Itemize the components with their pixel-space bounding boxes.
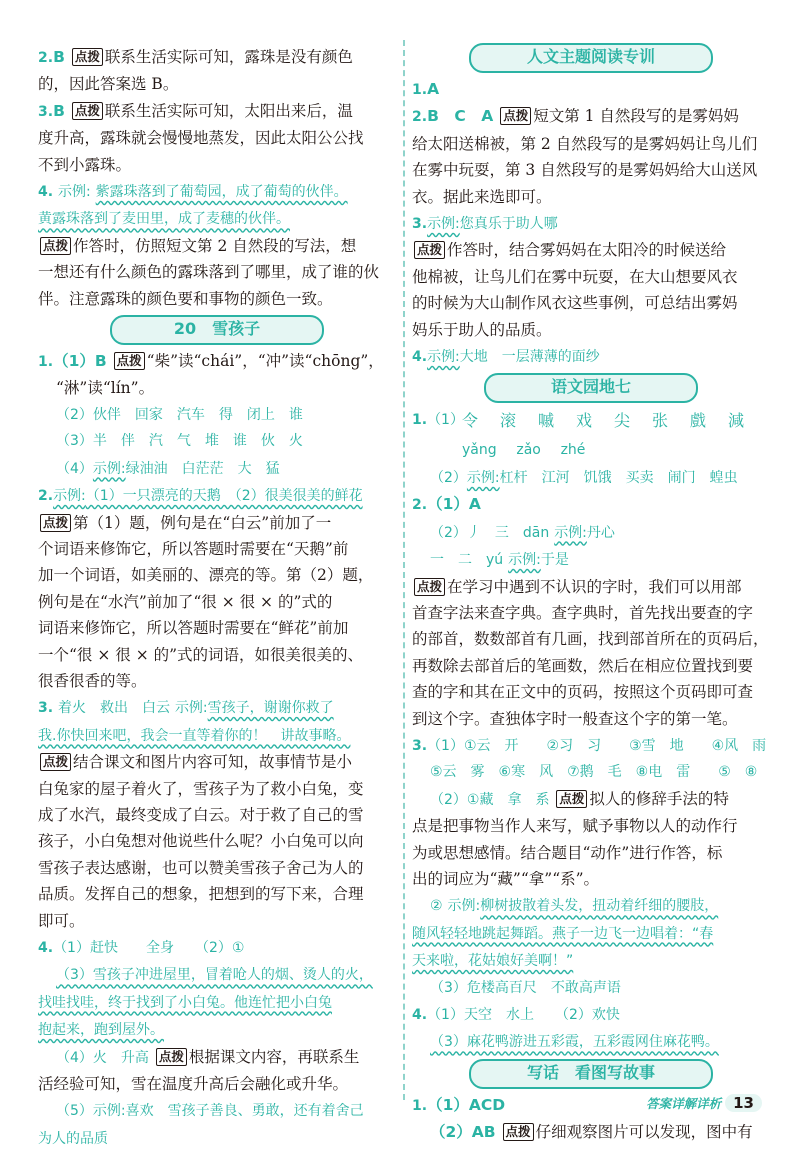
tip-text: 到这个字。查独体字时一般查这个字的第一笔。 xyxy=(412,709,738,728)
page-number: 13 xyxy=(725,1094,762,1112)
pinyin: zǎo xyxy=(516,442,541,459)
tip-tag: 点拨 xyxy=(414,578,445,596)
example-label: 示例: xyxy=(427,216,460,233)
tip-text: 联系生活实际可知，太阳出来后，温 xyxy=(104,101,353,120)
answer: （4）火 升高 xyxy=(56,1049,149,1066)
tip-text: 度升高，露珠就会慢慢地蒸发，因此太阳公公找 xyxy=(38,129,364,148)
s20-question-1: 1.（1）B 点拨 “柴”读“chái”，“冲”读“chōng”， “淋”读“lín”。 （2）伙伴 回家 汽车 得 闭上 谁 （3）半 伴 汽 气 堆 谁 伙 火 （4）示例:绿油油 白茫茫 大 猛 xyxy=(38,348,396,482)
tip-text: 作答时，结合雾妈妈在太阳冷的时候送给 xyxy=(447,241,727,260)
tip-text: 首查字法来查字典。查字典时，首先找出要查的字 xyxy=(412,603,754,622)
example-label: 示例: xyxy=(447,898,481,915)
question-number: 3. xyxy=(412,737,428,754)
s20-question-2 xyxy=(38,482,396,694)
r-question-2 xyxy=(412,103,770,210)
tip-text: 一个“很 × 很 × 的”式的词语，如很美很美的、 xyxy=(38,645,364,664)
tip-text: 出的词应为“藏”“拿”“系”。 xyxy=(412,869,600,888)
column-divider xyxy=(403,40,405,1100)
tip-text: 的，因此答案选 B。 xyxy=(38,75,179,94)
g-question-2 xyxy=(412,491,770,732)
tip-text: 点是把事物当作人来写，赋予事物以人的动作行 xyxy=(412,817,738,836)
tip-text: 他棉被，让鸟儿们在雾中玩耍，在大山想要风衣 xyxy=(412,267,738,286)
example-answer: （1）一只漂亮的天鹅 （2）很美很美的鲜花 xyxy=(85,488,363,505)
tip-text: 给太阳送棉被，第 2 自然段写的是雾妈妈让鸟儿们 xyxy=(412,134,758,153)
example-answer: 黄露珠落到了麦田里，成了麦穗的伙伴。 xyxy=(38,211,290,228)
answer-line: ⑤云 雾 ⑥寒 风 ⑦鹅 毛 ⑧电 雷 ⑤ ⑧ xyxy=(430,764,758,781)
tip-text: 再数除去部首后的笔画数，然后在相应位置找到要 xyxy=(412,656,754,675)
tip-text: 结合课文和图片内容可知，故事情节是小 xyxy=(73,753,353,772)
tip-text: 为或思想感情。结合题目“动作”进行作答，标 xyxy=(412,843,723,862)
handwritten-glyph: 減 xyxy=(728,411,745,431)
question-number: 4. xyxy=(412,1007,428,1023)
answer: （2）丿 三 dān xyxy=(430,524,550,541)
question-number: 2. xyxy=(38,488,54,505)
tip-tag: 点拨 xyxy=(556,790,587,808)
handwritten-glyph: 戲 xyxy=(690,411,707,431)
pinyin: zhé xyxy=(560,442,586,459)
question-number: 3. xyxy=(38,700,54,717)
section-title-snow-child: 20 雪孩子 xyxy=(110,315,324,345)
question-number: 1. xyxy=(412,82,428,98)
question-2 xyxy=(38,44,396,98)
question-number: 3. xyxy=(412,216,428,233)
s20-question-3 xyxy=(38,694,396,934)
tip-text: 雪孩子表达感谢，也可以赞美雪孩子舍己为人的 xyxy=(38,858,364,877)
example-answer: 于是 xyxy=(540,552,569,569)
footer-label: 答案详解详析 xyxy=(646,1096,722,1111)
answer: （2）AB xyxy=(430,1123,496,1142)
tip-text: “淋”读“lín”。 xyxy=(56,379,155,398)
handwritten-glyph: 滚 xyxy=(500,411,517,431)
r-question-3 xyxy=(412,210,770,343)
example-answer: 紫露珠落到了葡萄园，成了葡萄的伙伴。 xyxy=(95,184,348,201)
answer-line: （1）赶快 全身 （2）① xyxy=(53,940,245,956)
answer: （2）①藏 拿 系 xyxy=(430,791,550,808)
tip-text: 短文第 1 自然段写的是雾妈妈 xyxy=(533,107,739,126)
tip-text: 在学习中遇到不认识的字时，我们可以用部 xyxy=(447,577,742,596)
example-answer: 随风轻轻地跳起舞蹈。燕子一边飞一边唱着：“春 xyxy=(412,925,714,942)
answer: B xyxy=(53,101,65,120)
tip-text: 成了水汽，最终变成了白云。对于救了自己的雪 xyxy=(38,805,364,824)
tip-text: 仔细观察图片可以发现，图中有 xyxy=(535,1123,753,1142)
tip-text: 根据课文内容，再联系生 xyxy=(188,1047,360,1066)
tip-tag: 点拨 xyxy=(72,102,103,120)
answer-line: （3）麻花鸭游进五彩霞，五彩霞网住麻花鸭。 xyxy=(430,1034,719,1051)
question-number: 4. xyxy=(412,349,428,366)
r-question-4 xyxy=(412,343,770,370)
tip-text: 联系生活实际可知，露珠是没有颜色 xyxy=(104,48,353,66)
tip-text: 拟人的修辞手法的特 xyxy=(589,789,729,808)
question-number: 2. xyxy=(38,50,54,66)
example-label: 示例: xyxy=(53,488,86,505)
example-label: 示例: xyxy=(174,700,208,717)
tip-text: 不到小露珠。 xyxy=(38,155,132,174)
tip-tag: 点拨 xyxy=(114,352,145,370)
answer-line: （1）天空 水上 （2）欢快 xyxy=(427,1007,620,1023)
tip-text: 一想还有什么颜色的露珠落到了哪里，成了谁的伙 xyxy=(38,263,380,282)
answer-line: （3）雪孩子冲进屋里，冒着呛人的烟、烫人的火， xyxy=(56,967,373,984)
answer: 着火 救出 白云 xyxy=(58,700,170,717)
example-answer: 丹心 xyxy=(586,524,615,541)
example-answer: 为人的品质 xyxy=(38,1130,108,1147)
answer-line: （1）①云 开 ②习 习 ③雪 地 ④风 雨 xyxy=(427,737,767,754)
question-number: 3. xyxy=(38,103,54,120)
tip-tag: 点拨 xyxy=(40,753,71,771)
section-title-garden: 语文园地七 xyxy=(484,373,698,403)
example-answer: 大地 一层薄薄的面纱 xyxy=(459,349,600,366)
handwritten-glyph: 嘁 xyxy=(538,411,555,431)
handwritten-glyph: 令 xyxy=(462,411,479,431)
r-question-1 xyxy=(412,76,770,103)
tip-text: 在雾中玩耍，第 3 自然段写的是雾妈妈给大山送风 xyxy=(412,161,758,180)
answer: 一 二 yú xyxy=(430,552,504,569)
tip-text: 品质。发挥自己的想象，把想到的写下来，合理 xyxy=(38,885,364,904)
question-3 xyxy=(38,98,396,178)
section-title-reading: 人文主题阅读专训 xyxy=(469,43,713,73)
answer-line: （3）危楼高百尺 不敢高声语 xyxy=(430,979,621,996)
answer-line: （2）伙伴 回家 汽车 得 闭上 谁 xyxy=(56,406,303,423)
example-answer: 我.你快回来吧，我会一直等着你的！ 讲故事略。 xyxy=(38,727,351,744)
example-label: 示例: xyxy=(427,349,460,366)
example-answer: 喜欢 雪孩子善良、勇敢，还有着舍己 xyxy=(125,1103,364,1120)
page-footer xyxy=(646,1092,762,1114)
example-label: 示例: xyxy=(508,552,541,569)
s20-question-4: 4.（1）赶快 全身 （2）① （3）雪孩子冲进屋里，冒着呛人的烟、烫人的火， 找哇找哇，终于找到了小白兔。他连忙把小白兔 抱起来，跑到屋外。 （4）火 升高 点拨 根据课文内容，再联系生 活经验可知，雪在温度升高后会融化或升华。 （5）示例:喜欢 雪孩子善良、勇敢，还有着舍己 为人的品质 xyxy=(38,934,396,1152)
tip-text: 活经验可知，雪在温度升高后会融化或升华。 xyxy=(38,1075,349,1094)
answer: （1）ACD xyxy=(427,1095,506,1114)
tip-text: “柴”读“chái”，“冲”读“chōng”， xyxy=(146,352,384,371)
answer-line: 抱起来，跑到屋外。 xyxy=(38,1022,164,1039)
question-4 xyxy=(38,178,396,312)
tip-text: 第（1）题，例句是在“白云”前加了一 xyxy=(73,513,332,532)
tip-text: 加一个词语，如美丽的、漂亮的等。第（2）题， xyxy=(38,566,374,585)
tip-tag: 点拨 xyxy=(40,514,71,532)
answer: B C A xyxy=(427,107,494,126)
tip-text: 白兔家的屋子着火了，雪孩子为了救小白兔，变 xyxy=(38,779,364,798)
tip-tag: 点拨 xyxy=(72,48,103,66)
example-answer: 绿油油 白茫茫 大 猛 xyxy=(125,460,280,477)
example-answer: 杠杆 江河 饥饿 买卖 闹门 蝗虫 xyxy=(499,469,738,486)
right-column xyxy=(412,40,770,1146)
tip-tag: 点拨 xyxy=(414,241,445,259)
question-number: 1. xyxy=(412,1097,428,1114)
example-answer: 雪孩子，谢谢你救了 xyxy=(207,700,334,717)
answer: A xyxy=(427,80,440,98)
tip-text: 伴。注意露珠的颜色要和事物的颜色一致。 xyxy=(38,289,333,308)
tip-tag: 点拨 xyxy=(503,1123,534,1141)
tip-text: 词语来修饰它，所以答题时需要在“鲜花”前加 xyxy=(38,619,349,638)
example-answer: 天来啦，花姑娘好美啊！” xyxy=(412,953,574,970)
question-number: 2. xyxy=(412,109,428,126)
tip-text: 妈乐于助人的品质。 xyxy=(412,320,552,339)
example-label: 示例: xyxy=(466,469,500,486)
section-title-writing: 写话 看图写故事 xyxy=(469,1059,713,1089)
question-number: 2. xyxy=(412,497,428,514)
example-answer: 柳树披散着头发，扭动着纤细的腰肢， xyxy=(480,898,719,915)
g-question-1: 1.（1） 令 滚 嘁 戏 尖 张 戲 減 yǎng zǎo zhé （2）示例:杠杆 江河 饥饿 买卖 闹门 蝗虫 xyxy=(412,406,770,491)
tip-text: 即可。 xyxy=(38,911,85,930)
tip-text: 个词语来修饰它，所以答题时需要在“天鹅”前 xyxy=(38,539,349,558)
question-number: 1. xyxy=(412,412,428,429)
question-number: 4. xyxy=(38,184,54,201)
answer: B xyxy=(94,352,107,371)
example-label: 示例: xyxy=(92,460,126,477)
answer-line: 找哇找哇，终于找到了小白兔。他连忙把小白兔 xyxy=(38,994,332,1011)
tip-text: 的时候为大山制作风衣这些事例，可总结出雾妈 xyxy=(412,294,738,313)
pinyin: yǎng xyxy=(462,442,497,459)
g-question-3: 3.（1）①云 开 ②习 习 ③雪 地 ④风 雨 ⑤云 雾 ⑥寒 风 ⑦鹅 毛 ⑧电 雷 ⑤ ⑧ （2）①藏 拿 系 点拨 拟人的修辞手法的特 点是把事物当作人来写，赋予事物以人的动作行 为或思想感情。结合题目“动作”进行作答，标 出的词应为“藏”“拿”“系”。 ② 示例:柳树披散着头发，扭动着纤细的腰肢， 随风轻轻地跳起舞蹈。燕子一边飞一边唱着：“春 天来啦，花姑娘好美啊！” （3）危楼高百尺 不敢高声语 xyxy=(412,732,770,1001)
g-question-4 xyxy=(412,1001,770,1056)
handwritten-glyph: 张 xyxy=(652,411,669,431)
tip-text: 孩子，小白兔想对他说些什么呢？小白兔可以向 xyxy=(38,832,364,851)
tip-tag: 点拨 xyxy=(40,237,71,255)
tip-tag: 点拨 xyxy=(156,1048,187,1066)
example-label: 示例: xyxy=(92,1103,126,1120)
tip-tag: 点拨 xyxy=(500,107,531,125)
answer-line: （3）半 伴 汽 气 堆 谁 伙 火 xyxy=(56,433,303,450)
answer: （1）A xyxy=(427,495,481,514)
example-label: 示例: xyxy=(554,524,587,541)
handwritten-glyph: 尖 xyxy=(614,411,631,431)
question-number: 1. xyxy=(38,354,54,371)
tip-text: 例句是在“水汽”前加了“很 × 很 × 的”式的 xyxy=(38,592,333,611)
handwritten-glyph: 戏 xyxy=(576,411,593,431)
question-number: 4. xyxy=(38,940,54,956)
example-label: 示例: xyxy=(58,184,91,201)
left-column xyxy=(38,44,396,1152)
tip-text: 衣。据此来选即可。 xyxy=(412,187,552,206)
tip-text: 很香很香的等。 xyxy=(38,671,147,690)
tip-text: 作答时，仿照短文第 2 自然段的写法，想 xyxy=(73,236,357,255)
tip-text: 的部首，数数部首有几画，找到部首所在的页码后， xyxy=(412,630,769,649)
tip-text: 查的字和其在正文中的页码，按照这个页码即可查 xyxy=(412,683,754,702)
answer: B xyxy=(53,48,65,66)
example-answer: 您真乐于助人哪 xyxy=(459,216,558,233)
